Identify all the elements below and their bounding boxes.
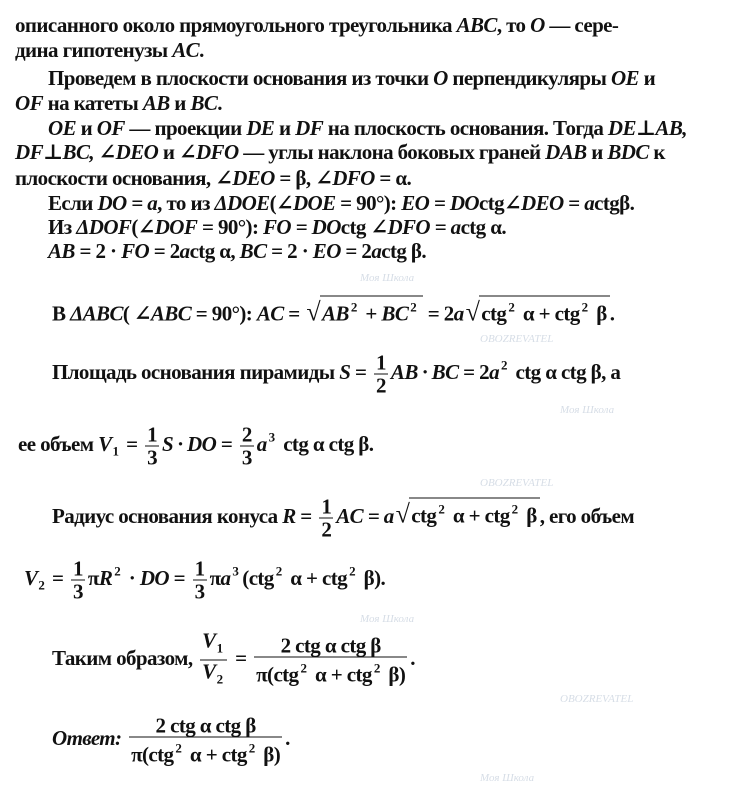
numerator <box>240 424 254 447</box>
math-variable: OE <box>610 66 639 90</box>
superscript: 2 <box>500 357 507 373</box>
text-run: α + ctg <box>285 565 348 590</box>
math-variable: DF <box>295 116 324 140</box>
superscript: 2 <box>275 563 282 579</box>
math-variable: DF⊥BC, ∠DEO <box>15 140 159 164</box>
superscript: 2 <box>508 299 515 315</box>
math-variable: V <box>98 431 112 456</box>
math-variable: AB · BC <box>390 359 459 384</box>
superscript: 2 <box>511 501 518 517</box>
math-variable: ∠DFO = a <box>370 215 461 239</box>
superscript: 2 <box>248 740 255 756</box>
text-run: α + ctg <box>185 742 247 767</box>
text-run: π(ctg <box>256 662 299 687</box>
numerator <box>254 635 407 658</box>
text-run: и <box>169 91 191 115</box>
text-run: и <box>158 140 179 164</box>
text-run: Таким образом, <box>52 645 198 670</box>
fraction <box>374 352 388 397</box>
math-variable: DE⊥AB, <box>607 116 687 140</box>
math-variable: ΔABC <box>70 301 123 326</box>
superscript: 2 <box>373 660 380 676</box>
numerator <box>129 715 282 738</box>
text-run: . <box>609 301 615 326</box>
subscript: 2 <box>216 671 223 687</box>
subscript: 2 <box>38 577 45 593</box>
math-variable: S <box>339 359 351 384</box>
superscript: 2 <box>175 740 182 756</box>
text-run: = 2 · <box>74 239 122 263</box>
superscript: 2 <box>349 563 355 579</box>
text-run: 2 ctg α ctg β <box>155 713 256 738</box>
math-variable: AC <box>172 38 200 62</box>
math-variable: R <box>282 503 296 528</box>
text-run: . <box>285 725 290 750</box>
text-run: 1 <box>321 494 332 519</box>
math-variable: a <box>179 239 190 263</box>
superscript: 2 <box>114 563 121 579</box>
watermark: Моя Школа <box>560 404 615 416</box>
math-variable: a <box>489 359 499 384</box>
math-variable: V <box>202 628 216 653</box>
square-root <box>320 296 423 325</box>
math-variable: AB <box>142 91 170 115</box>
text-run: 3 <box>73 579 83 604</box>
math-variable: a <box>371 239 382 263</box>
text-run: , то <box>496 13 531 37</box>
text-run: = <box>230 645 252 670</box>
text-run: β <box>591 301 607 326</box>
math-variable: ABC <box>456 13 497 37</box>
text-run: и <box>274 116 296 140</box>
math-variable: DO = a <box>97 191 158 215</box>
text-line <box>48 115 687 141</box>
text-run: α + ctg <box>310 662 372 687</box>
text-run: В <box>52 301 71 326</box>
subscript: 1 <box>112 443 119 459</box>
text-run: = 90°): <box>335 191 402 215</box>
formula-line <box>52 296 614 327</box>
formula-line <box>52 630 415 691</box>
fraction <box>200 630 227 691</box>
text-run: 3 <box>147 445 157 470</box>
text-run: π <box>87 565 99 590</box>
math-variable: ∠DOE <box>275 191 336 215</box>
text-run: 1 <box>73 556 83 581</box>
text-run: , то из <box>157 191 215 215</box>
text-run: — сере- <box>544 13 619 37</box>
text-run: β) <box>383 662 406 687</box>
text-run: ctg α ctg β, а <box>510 359 621 384</box>
text-run: . <box>217 91 222 115</box>
math-variable: ∠DEO <box>215 166 275 190</box>
numerator <box>319 496 333 519</box>
denominator <box>71 581 85 603</box>
text-run: перпендикуляры <box>447 66 611 90</box>
text-line <box>15 139 665 165</box>
math-variable: a <box>220 565 231 590</box>
denominator <box>145 447 159 469</box>
text-run: = <box>47 565 68 590</box>
text-run: π <box>209 565 221 590</box>
text-line <box>15 90 222 116</box>
radical-sign: √ <box>306 297 320 327</box>
square-root <box>479 296 609 325</box>
math-variable: O <box>433 66 448 90</box>
fraction <box>254 635 407 686</box>
numerator <box>374 352 388 375</box>
watermark: OBOZREVATEL <box>480 477 554 489</box>
math-variable: ΔDOF <box>76 215 132 239</box>
superscript: 2 <box>350 299 357 315</box>
superscript: 2 <box>438 501 445 517</box>
text-run: π(ctg <box>131 742 174 767</box>
text-run: = β, <box>274 166 316 190</box>
text-run: 1 <box>147 422 157 447</box>
math-variable: OF <box>15 91 43 115</box>
text-run: к <box>648 140 665 164</box>
text-run: и <box>638 66 656 90</box>
watermark: Моя Школа <box>480 772 535 784</box>
text-run: Проведем в плоскости основания из точки <box>48 66 434 90</box>
text-run: 2 <box>241 422 252 447</box>
text-run: β). <box>358 565 386 590</box>
math-variable: EO <box>312 239 341 263</box>
math-variable: AC = a <box>336 503 394 528</box>
formula-line <box>52 352 620 397</box>
text-run: α + ctg <box>448 503 510 528</box>
text-run: Из <box>48 215 77 239</box>
text-line <box>15 12 618 38</box>
denominator <box>193 581 207 603</box>
text-run: на катеты <box>42 91 143 115</box>
math-variable: a <box>584 191 595 215</box>
subscript: 1 <box>216 640 223 656</box>
text-run: (ctg <box>242 565 274 590</box>
text-run: = 2 <box>458 359 490 384</box>
text-run: · <box>124 565 140 590</box>
text-run: и <box>75 116 97 140</box>
text-line <box>48 238 426 264</box>
fraction <box>319 496 333 541</box>
math-variable: AB <box>48 239 75 263</box>
text-run: 3 <box>194 579 205 604</box>
math-variable: ∠DFO <box>179 140 239 164</box>
text-run: ctg α ctg β. <box>278 431 374 456</box>
math-variable: AC <box>256 301 284 326</box>
formula-line <box>18 424 373 469</box>
text-run: описанного около прямоугольного треугольника <box>15 13 457 37</box>
text-run: ctg α, <box>189 239 240 263</box>
text-line <box>15 165 411 191</box>
text-line <box>15 37 204 63</box>
text-run: , его объем <box>539 503 635 528</box>
text-run: = 2 <box>340 239 372 263</box>
fraction <box>145 424 159 469</box>
text-run: β <box>521 503 537 528</box>
text-run: дина гипотенузы <box>15 38 173 62</box>
radical-sign: √ <box>465 297 480 327</box>
text-run: = <box>169 565 190 590</box>
fraction <box>193 558 207 603</box>
radical-sign: √ <box>395 499 410 529</box>
text-run: β) <box>258 742 281 767</box>
math-variable: V <box>202 659 216 684</box>
watermark: Моя Школа <box>360 613 415 625</box>
text-run: — углы наклона боковых граней <box>238 140 546 164</box>
text-line <box>48 65 655 91</box>
text-run: ( <box>269 191 276 215</box>
text-run: 2 <box>321 517 332 542</box>
math-variable: ΔDOE <box>214 191 270 215</box>
math-variable: DO <box>139 565 169 590</box>
math-variable: FO = DO <box>263 215 341 239</box>
fraction <box>129 715 282 766</box>
math-variable: DE <box>246 116 275 140</box>
text-run: ( <box>122 301 134 326</box>
formula-line <box>52 496 634 541</box>
math-variable: ∠ABC <box>133 301 192 326</box>
numerator <box>71 558 85 581</box>
math-variable: O <box>530 13 545 37</box>
math-variable: R <box>98 565 113 590</box>
answer-line <box>52 715 290 766</box>
math-variable: a <box>453 301 464 326</box>
math-variable: V <box>24 565 38 590</box>
numerator <box>200 630 227 661</box>
text-run: 3 <box>241 445 252 470</box>
text-run: = 2 <box>423 301 454 326</box>
superscript: 2 <box>410 299 417 315</box>
text-run: Радиус основания конуса <box>52 503 283 528</box>
text-run: = <box>295 503 317 528</box>
text-run: 1 <box>194 556 205 581</box>
text-run: ctg α. <box>460 215 506 239</box>
text-run: ctg <box>411 503 437 528</box>
text-run: 2 ctg α ctg β <box>280 633 381 658</box>
math-variable: EO = DO <box>401 191 479 215</box>
text-run: = <box>563 191 585 215</box>
denominator <box>240 447 254 469</box>
math-variable: OE <box>48 116 76 140</box>
denominator <box>374 375 388 397</box>
text-run: = 2 · <box>266 239 313 263</box>
math-variable: AB <box>322 301 349 326</box>
watermark: OBOZREVATEL <box>480 333 554 345</box>
math-variable: BC <box>381 301 409 326</box>
math-variable: ∠DEO <box>504 191 564 215</box>
text-run: ctgβ. <box>594 191 635 215</box>
math-variable: BC <box>239 239 267 263</box>
math-variable: BC <box>190 91 218 115</box>
math-variable: BDC <box>607 140 649 164</box>
denominator <box>200 661 227 691</box>
formula-line <box>24 558 385 603</box>
math-variable: OF <box>96 116 125 140</box>
superscript: 3 <box>232 563 239 579</box>
text-run: = <box>283 301 305 326</box>
text-run <box>121 726 126 750</box>
denominator <box>319 519 333 541</box>
fraction <box>240 424 254 469</box>
text-run: Площадь основания пирамиды <box>52 359 340 384</box>
text-run: = 2 <box>149 239 180 263</box>
answer-label: Ответ: <box>52 725 122 750</box>
text-run: — проекции <box>124 116 247 140</box>
text-run: = <box>121 431 143 456</box>
text-line <box>48 190 634 216</box>
numerator <box>193 558 207 581</box>
text-run: 1 <box>376 350 386 375</box>
text-run: ctg β. <box>381 239 427 263</box>
math-variable: FO <box>121 239 150 263</box>
text-run: = 90°): <box>191 301 257 326</box>
text-run: 2 <box>376 373 386 398</box>
text-run: Если <box>48 191 98 215</box>
text-run: ctg <box>479 191 505 215</box>
text-run: плоскости основания, <box>15 166 216 190</box>
math-variable: ∠DOF <box>137 215 198 239</box>
superscript: 3 <box>268 429 275 445</box>
denominator <box>129 738 282 766</box>
text-run: . <box>410 645 415 670</box>
text-run: ctg <box>340 215 371 239</box>
text-run: α + ctg <box>518 301 580 326</box>
watermark: Моя Школа <box>360 272 415 284</box>
text-run: = <box>350 359 371 384</box>
text-run: = <box>216 431 237 456</box>
watermark: OBOZREVATEL <box>560 693 634 705</box>
math-variable: a <box>256 431 267 456</box>
text-run: = α. <box>374 166 412 190</box>
superscript: 2 <box>581 299 588 315</box>
text-run: ctg <box>481 301 507 326</box>
text-run: на плоскость основания. Тогда <box>323 116 608 140</box>
numerator <box>145 424 159 447</box>
text-run: + <box>360 301 382 326</box>
fraction <box>71 558 85 603</box>
math-variable: ∠DFO <box>315 166 375 190</box>
text-run: ее объем <box>18 431 99 456</box>
text-line <box>48 214 506 240</box>
square-root <box>409 498 539 527</box>
text-run: ( <box>131 215 138 239</box>
text-run: . <box>199 38 204 62</box>
math-variable: S · DO <box>162 431 217 456</box>
superscript: 2 <box>300 660 307 676</box>
text-run: = 90°): <box>197 215 263 239</box>
math-variable: DAB <box>545 140 587 164</box>
denominator <box>254 658 407 686</box>
text-run: и <box>586 140 608 164</box>
